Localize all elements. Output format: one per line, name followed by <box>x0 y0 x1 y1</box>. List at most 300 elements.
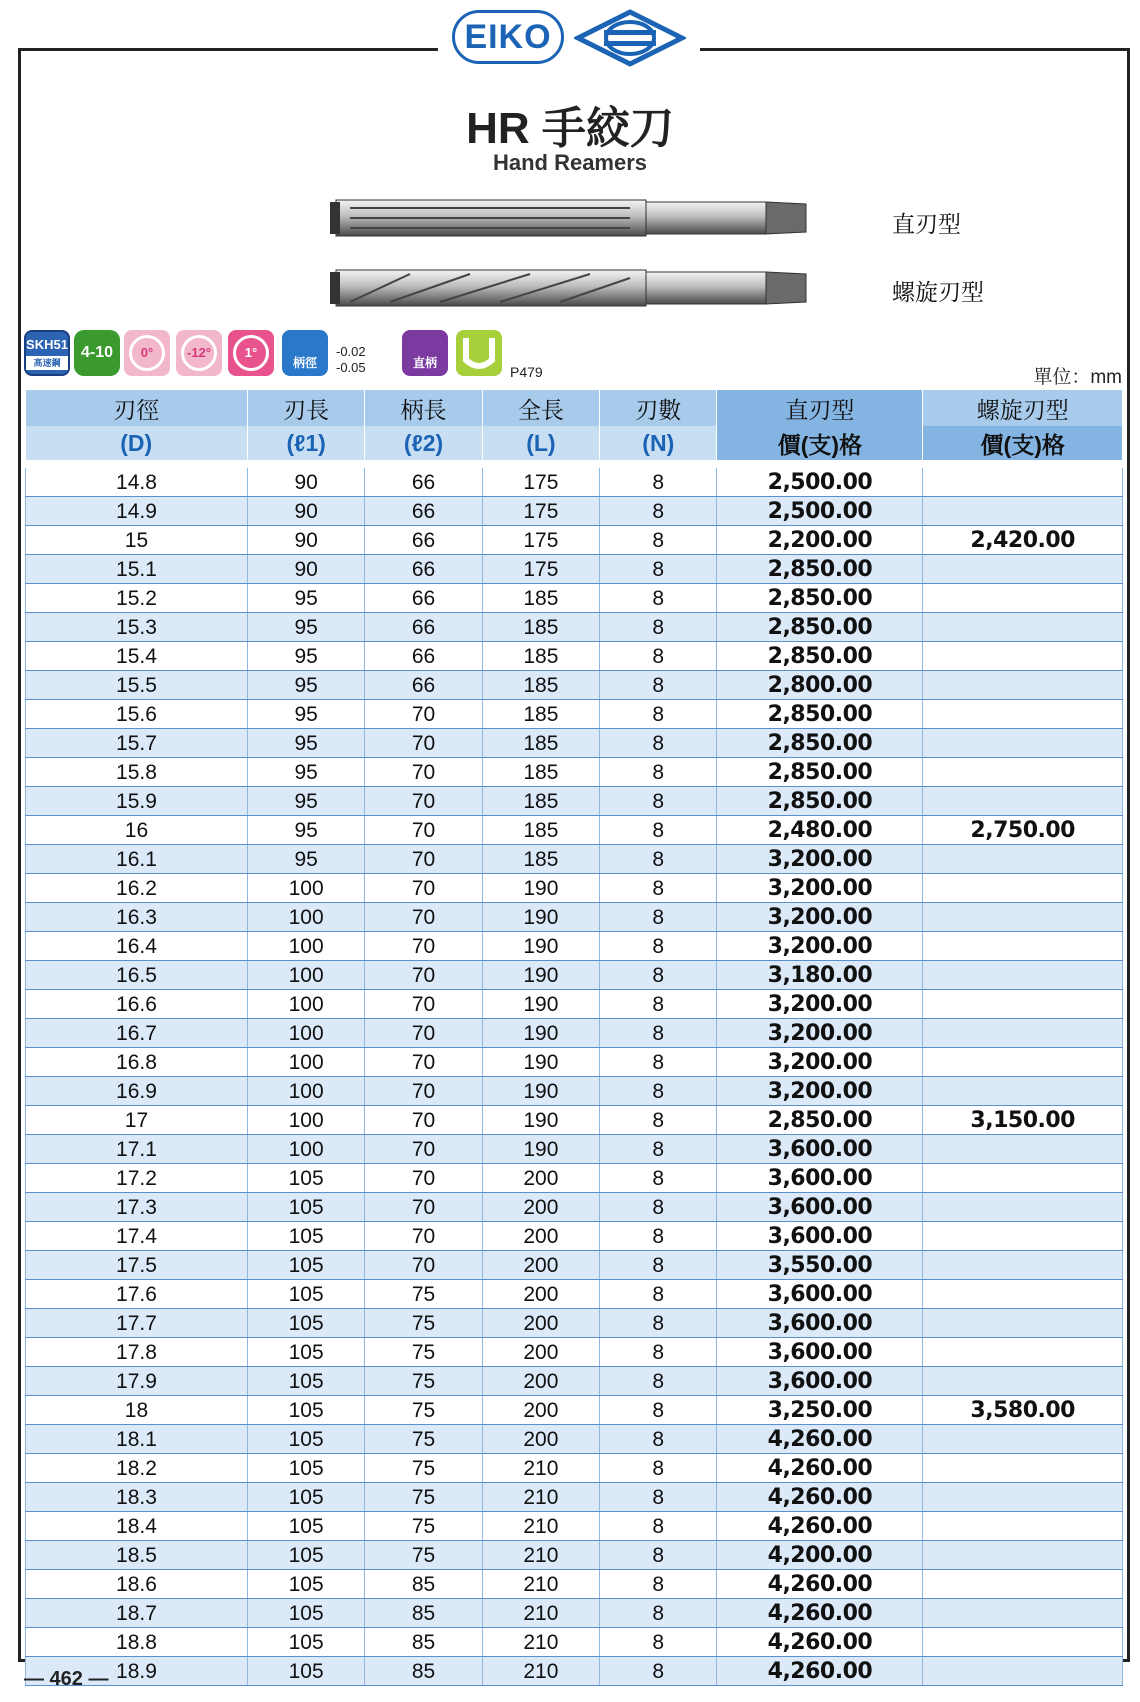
table-cell: 90 <box>247 497 364 526</box>
table-cell: 2,850.00 <box>717 758 923 787</box>
table-cell: 8 <box>600 758 717 787</box>
table-row <box>26 1338 1123 1367</box>
table-cell: 175 <box>482 497 599 526</box>
table-row <box>26 874 1123 903</box>
table-cell: 18.7 <box>26 1599 248 1628</box>
table-cell: 3,600.00 <box>717 1164 923 1193</box>
table-cell <box>923 845 1123 874</box>
table-cell: 70 <box>365 1193 482 1222</box>
table-cell: 185 <box>482 671 599 700</box>
table-cell: 17.6 <box>26 1280 248 1309</box>
table-cell: 18.1 <box>26 1425 248 1454</box>
table-cell: 200 <box>482 1309 599 1338</box>
table-row <box>26 1570 1123 1599</box>
table-cell: 15.5 <box>26 671 248 700</box>
table-cell: 3,550.00 <box>717 1251 923 1280</box>
table-cell <box>923 1309 1123 1338</box>
reamer-spec-table <box>25 390 1123 1686</box>
table-cell <box>923 1280 1123 1309</box>
table-cell: 70 <box>365 874 482 903</box>
table-row <box>26 990 1123 1019</box>
table-cell: 17.3 <box>26 1193 248 1222</box>
table-cell: 8 <box>600 700 717 729</box>
table-cell: 2,850.00 <box>717 613 923 642</box>
table-cell: 8 <box>600 1135 717 1164</box>
table-cell: 16 <box>26 816 248 845</box>
table-cell <box>923 1628 1123 1657</box>
table-cell: 3,200.00 <box>717 1048 923 1077</box>
table-cell <box>923 1512 1123 1541</box>
table-cell: 17.2 <box>26 1164 248 1193</box>
table-cell: 8 <box>600 874 717 903</box>
table-cell: 185 <box>482 729 599 758</box>
table-cell: 105 <box>247 1570 364 1599</box>
table-row <box>26 729 1123 758</box>
shank-tolerance: -0.02 -0.05 <box>336 344 366 375</box>
column-header: 直刃型 <box>717 390 923 426</box>
table-cell: 18.2 <box>26 1454 248 1483</box>
table-cell <box>923 1541 1123 1570</box>
brand-logo <box>452 8 688 68</box>
table-cell: 185 <box>482 642 599 671</box>
table-cell: 200 <box>482 1222 599 1251</box>
table-row <box>26 700 1123 729</box>
table-cell: 190 <box>482 1077 599 1106</box>
table-cell: 105 <box>247 1338 364 1367</box>
table-row <box>26 1425 1123 1454</box>
table-row <box>26 642 1123 671</box>
table-row <box>26 526 1123 555</box>
table-cell: 2,750.00 <box>923 816 1123 845</box>
table-cell <box>923 1222 1123 1251</box>
table-cell: 18.8 <box>26 1628 248 1657</box>
table-cell <box>923 1570 1123 1599</box>
table-cell: 8 <box>600 1425 717 1454</box>
table-cell: 8 <box>600 1657 717 1686</box>
table-cell: 175 <box>482 526 599 555</box>
table-cell: 17.5 <box>26 1251 248 1280</box>
table-cell: 190 <box>482 1135 599 1164</box>
table-cell <box>923 613 1123 642</box>
table-cell: 190 <box>482 990 599 1019</box>
table-cell: 70 <box>365 1077 482 1106</box>
table-row <box>26 1164 1123 1193</box>
table-cell: 90 <box>247 468 364 497</box>
table-row <box>26 1106 1123 1135</box>
table-cell: 66 <box>365 613 482 642</box>
table-cell <box>923 961 1123 990</box>
page-number: — 462 — <box>24 1668 109 1690</box>
table-row <box>26 1309 1123 1338</box>
table-cell: 8 <box>600 497 717 526</box>
table-cell: 70 <box>365 1222 482 1251</box>
table-cell: 8 <box>600 1541 717 1570</box>
table-cell: 95 <box>247 700 364 729</box>
table-cell <box>923 671 1123 700</box>
column-subheader: (L) <box>482 426 599 460</box>
table-cell: 70 <box>365 758 482 787</box>
brand-name: EIKO <box>452 10 564 64</box>
table-cell: 3,200.00 <box>717 1077 923 1106</box>
table-cell: 200 <box>482 1251 599 1280</box>
table-cell: 105 <box>247 1309 364 1338</box>
table-cell: 66 <box>365 526 482 555</box>
table-cell: 75 <box>365 1512 482 1541</box>
table-cell: 8 <box>600 903 717 932</box>
table-cell <box>923 468 1123 497</box>
table-row <box>26 1541 1123 1570</box>
table-cell: 17.7 <box>26 1309 248 1338</box>
table-cell: 210 <box>482 1657 599 1686</box>
table-cell: 70 <box>365 787 482 816</box>
table-cell: 3,200.00 <box>717 903 923 932</box>
table-cell: 8 <box>600 1483 717 1512</box>
table-cell: 210 <box>482 1541 599 1570</box>
table-cell: 3,200.00 <box>717 874 923 903</box>
table-row <box>26 468 1123 497</box>
table-cell <box>923 555 1123 584</box>
table-cell: 17.1 <box>26 1135 248 1164</box>
spiral-reamer-image <box>330 266 816 310</box>
table-cell <box>923 1425 1123 1454</box>
table-cell: 95 <box>247 729 364 758</box>
page-reference: P479 <box>510 364 543 380</box>
table-cell: 3,600.00 <box>717 1338 923 1367</box>
table-cell: 85 <box>365 1599 482 1628</box>
table-cell: 100 <box>247 1106 364 1135</box>
table-cell <box>923 584 1123 613</box>
u-flute-icon <box>456 330 502 376</box>
table-cell: 210 <box>482 1570 599 1599</box>
table-cell: 8 <box>600 1193 717 1222</box>
table-cell: 8 <box>600 1512 717 1541</box>
table-row <box>26 787 1123 816</box>
table-cell: 8 <box>600 1164 717 1193</box>
page-title: HR 手絞刀 <box>466 104 674 153</box>
table-cell: 8 <box>600 1338 717 1367</box>
table-cell: 8 <box>600 1019 717 1048</box>
table-row <box>26 1193 1123 1222</box>
table-cell: 2,850.00 <box>717 787 923 816</box>
table-cell: 15.8 <box>26 758 248 787</box>
table-cell: 8 <box>600 961 717 990</box>
table-cell: 18.5 <box>26 1541 248 1570</box>
table-cell: 8 <box>600 1280 717 1309</box>
table-cell: 75 <box>365 1541 482 1570</box>
table-cell: 185 <box>482 758 599 787</box>
table-cell <box>923 700 1123 729</box>
column-header: 刃長 <box>247 390 364 426</box>
table-row <box>26 816 1123 845</box>
table-header <box>26 390 1123 468</box>
table-cell: 75 <box>365 1367 482 1396</box>
table-cell: 4,260.00 <box>717 1425 923 1454</box>
table-cell: 15.6 <box>26 700 248 729</box>
table-cell: 95 <box>247 758 364 787</box>
column-subheader: (ℓ2) <box>365 426 482 460</box>
table-cell: 15.7 <box>26 729 248 758</box>
table-cell: 105 <box>247 1512 364 1541</box>
table-cell: 2,480.00 <box>717 816 923 845</box>
table-cell <box>923 990 1123 1019</box>
table-cell: 66 <box>365 671 482 700</box>
table-cell: 105 <box>247 1367 364 1396</box>
table-cell: 75 <box>365 1309 482 1338</box>
table-cell: 200 <box>482 1396 599 1425</box>
table-cell: 8 <box>600 990 717 1019</box>
table-cell <box>923 1135 1123 1164</box>
table-cell: 8 <box>600 1309 717 1338</box>
table-cell: 105 <box>247 1628 364 1657</box>
table-cell: 95 <box>247 671 364 700</box>
table-cell: 70 <box>365 903 482 932</box>
table-cell: 70 <box>365 1135 482 1164</box>
table-cell: 2,800.00 <box>717 671 923 700</box>
table-cell: 70 <box>365 1164 482 1193</box>
shank-diameter-icon: 柄徑 <box>282 330 328 376</box>
column-subheader: (D) <box>26 426 248 460</box>
table-cell: 190 <box>482 961 599 990</box>
table-cell: 8 <box>600 845 717 874</box>
table-cell: 105 <box>247 1541 364 1570</box>
table-cell: 3,250.00 <box>717 1396 923 1425</box>
table-cell: 95 <box>247 642 364 671</box>
table-cell: 4,260.00 <box>717 1570 923 1599</box>
table-cell: 8 <box>600 787 717 816</box>
material-skh51-icon: SKH51 高速鋼 <box>24 330 70 376</box>
table-cell: 175 <box>482 468 599 497</box>
spec-icon-row <box>24 330 544 382</box>
table-cell: 75 <box>365 1396 482 1425</box>
table-cell: 8 <box>600 1628 717 1657</box>
table-cell: 100 <box>247 903 364 932</box>
table-cell: 85 <box>365 1570 482 1599</box>
table-cell: 18.9 <box>26 1657 248 1686</box>
table-row <box>26 1628 1123 1657</box>
table-cell: 3,150.00 <box>923 1106 1123 1135</box>
table-cell: 17.9 <box>26 1367 248 1396</box>
table-cell: 210 <box>482 1512 599 1541</box>
table-cell: 4,260.00 <box>717 1599 923 1628</box>
table-cell: 3,200.00 <box>717 845 923 874</box>
table-row <box>26 961 1123 990</box>
table-cell: 8 <box>600 1077 717 1106</box>
table-cell: 3,600.00 <box>717 1367 923 1396</box>
table-cell: 8 <box>600 642 717 671</box>
table-cell: 3,200.00 <box>717 932 923 961</box>
table-cell: 70 <box>365 845 482 874</box>
table-cell: 4,260.00 <box>717 1657 923 1686</box>
table-cell: 70 <box>365 961 482 990</box>
table-cell: 105 <box>247 1222 364 1251</box>
table-cell: 100 <box>247 1048 364 1077</box>
table-cell <box>923 1251 1123 1280</box>
table-cell: 210 <box>482 1483 599 1512</box>
table-cell: 185 <box>482 787 599 816</box>
table-cell: 95 <box>247 816 364 845</box>
table-cell: 4,260.00 <box>717 1483 923 1512</box>
table-cell <box>923 642 1123 671</box>
table-cell: 105 <box>247 1280 364 1309</box>
table-cell: 70 <box>365 932 482 961</box>
table-cell <box>923 1599 1123 1628</box>
column-subheader: (ℓ1) <box>247 426 364 460</box>
table-cell: 17 <box>26 1106 248 1135</box>
table-cell: 15 <box>26 526 248 555</box>
rake-angle-0-icon: 0° <box>124 330 170 376</box>
table-cell: 8 <box>600 932 717 961</box>
table-cell: 15.9 <box>26 787 248 816</box>
table-cell: 2,850.00 <box>717 642 923 671</box>
table-cell: 100 <box>247 990 364 1019</box>
table-cell <box>923 903 1123 932</box>
table-cell: 75 <box>365 1280 482 1309</box>
table-cell: 8 <box>600 526 717 555</box>
table-cell: 15.4 <box>26 642 248 671</box>
table-row <box>26 1048 1123 1077</box>
table-cell: 100 <box>247 932 364 961</box>
table-cell <box>923 787 1123 816</box>
table-cell: 66 <box>365 584 482 613</box>
table-cell: 85 <box>365 1628 482 1657</box>
table-cell <box>923 729 1123 758</box>
table-row <box>26 1019 1123 1048</box>
range-4-10-icon: 4-10 <box>74 330 120 376</box>
table-cell: 15.2 <box>26 584 248 613</box>
table-cell <box>923 497 1123 526</box>
table-row <box>26 932 1123 961</box>
table-cell: 190 <box>482 1019 599 1048</box>
table-cell: 200 <box>482 1164 599 1193</box>
table-cell: 3,600.00 <box>717 1135 923 1164</box>
table-cell: 210 <box>482 1454 599 1483</box>
column-header: 柄長 <box>365 390 482 426</box>
table-row <box>26 1135 1123 1164</box>
table-cell: 66 <box>365 497 482 526</box>
table-cell: 3,600.00 <box>717 1280 923 1309</box>
table-cell: 70 <box>365 729 482 758</box>
table-cell: 75 <box>365 1338 482 1367</box>
table-row <box>26 1396 1123 1425</box>
table-cell: 3,200.00 <box>717 1019 923 1048</box>
table-cell: 16.8 <box>26 1048 248 1077</box>
table-cell: 105 <box>247 1657 364 1686</box>
table-cell: 18.3 <box>26 1483 248 1512</box>
column-subheader: 價(支)格 <box>717 426 923 460</box>
table-cell: 200 <box>482 1425 599 1454</box>
straight-shank-icon: 直柄 <box>402 330 448 376</box>
table-cell: 16.4 <box>26 932 248 961</box>
table-cell: 4,260.00 <box>717 1512 923 1541</box>
table-cell: 14.9 <box>26 497 248 526</box>
table-cell: 8 <box>600 816 717 845</box>
table-cell: 8 <box>600 1222 717 1251</box>
table-cell: 200 <box>482 1338 599 1367</box>
table-cell: 70 <box>365 1251 482 1280</box>
table-row <box>26 1367 1123 1396</box>
table-cell <box>923 1454 1123 1483</box>
table-cell <box>923 1338 1123 1367</box>
table-cell: 8 <box>600 613 717 642</box>
table-cell: 18 <box>26 1396 248 1425</box>
table-cell: 75 <box>365 1454 482 1483</box>
table-cell: 8 <box>600 1251 717 1280</box>
table-cell: 100 <box>247 961 364 990</box>
table-row <box>26 584 1123 613</box>
table-row <box>26 1657 1123 1686</box>
table-cell: 200 <box>482 1367 599 1396</box>
table-cell: 3,600.00 <box>717 1309 923 1338</box>
table-cell: 16.6 <box>26 990 248 1019</box>
column-header: 刃徑 <box>26 390 248 426</box>
table-cell: 75 <box>365 1483 482 1512</box>
table-cell: 15.3 <box>26 613 248 642</box>
table-cell: 2,500.00 <box>717 468 923 497</box>
table-cell: 16.3 <box>26 903 248 932</box>
table-cell: 190 <box>482 874 599 903</box>
table-cell: 2,850.00 <box>717 555 923 584</box>
table-cell: 2,850.00 <box>717 729 923 758</box>
table-cell: 70 <box>365 1019 482 1048</box>
table-cell: 100 <box>247 874 364 903</box>
table-cell: 14.8 <box>26 468 248 497</box>
table-cell <box>923 1077 1123 1106</box>
table-cell: 200 <box>482 1193 599 1222</box>
table-cell: 15.1 <box>26 555 248 584</box>
table-cell: 90 <box>247 526 364 555</box>
table-cell: 16.5 <box>26 961 248 990</box>
table-cell: 90 <box>247 555 364 584</box>
table-cell <box>923 1164 1123 1193</box>
table-cell: 8 <box>600 1570 717 1599</box>
table-row <box>26 1512 1123 1541</box>
table-cell: 8 <box>600 1367 717 1396</box>
rake-angle-minus12-icon: -12° <box>176 330 222 376</box>
table-cell: 70 <box>365 990 482 1019</box>
table-cell: 3,600.00 <box>717 1222 923 1251</box>
table-cell: 3,580.00 <box>923 1396 1123 1425</box>
table-cell: 200 <box>482 1280 599 1309</box>
table-cell: 2,200.00 <box>717 526 923 555</box>
table-row <box>26 903 1123 932</box>
table-cell: 17.4 <box>26 1222 248 1251</box>
table-cell <box>923 874 1123 903</box>
table-cell: 8 <box>600 1599 717 1628</box>
table-cell: 70 <box>365 1106 482 1135</box>
table-row <box>26 555 1123 584</box>
table-cell: 16.9 <box>26 1077 248 1106</box>
table-cell: 105 <box>247 1193 364 1222</box>
table-cell: 3,200.00 <box>717 990 923 1019</box>
table-cell: 8 <box>600 1106 717 1135</box>
straight-reamer-image <box>330 196 816 240</box>
table-row <box>26 1483 1123 1512</box>
table-cell: 66 <box>365 642 482 671</box>
table-cell: 185 <box>482 613 599 642</box>
table-cell: 18.6 <box>26 1570 248 1599</box>
table-cell: 17.8 <box>26 1338 248 1367</box>
page-subtitle: Hand Reamers <box>492 150 648 175</box>
table-cell: 8 <box>600 584 717 613</box>
table-row <box>26 845 1123 874</box>
table-row <box>26 1454 1123 1483</box>
table-cell: 95 <box>247 845 364 874</box>
spiral-type-label: 螺旋刃型 <box>892 279 984 305</box>
table-row <box>26 613 1123 642</box>
table-cell: 95 <box>247 584 364 613</box>
units-label: 單位：mm <box>1033 367 1122 388</box>
column-subheader: 價(支)格 <box>923 426 1123 460</box>
